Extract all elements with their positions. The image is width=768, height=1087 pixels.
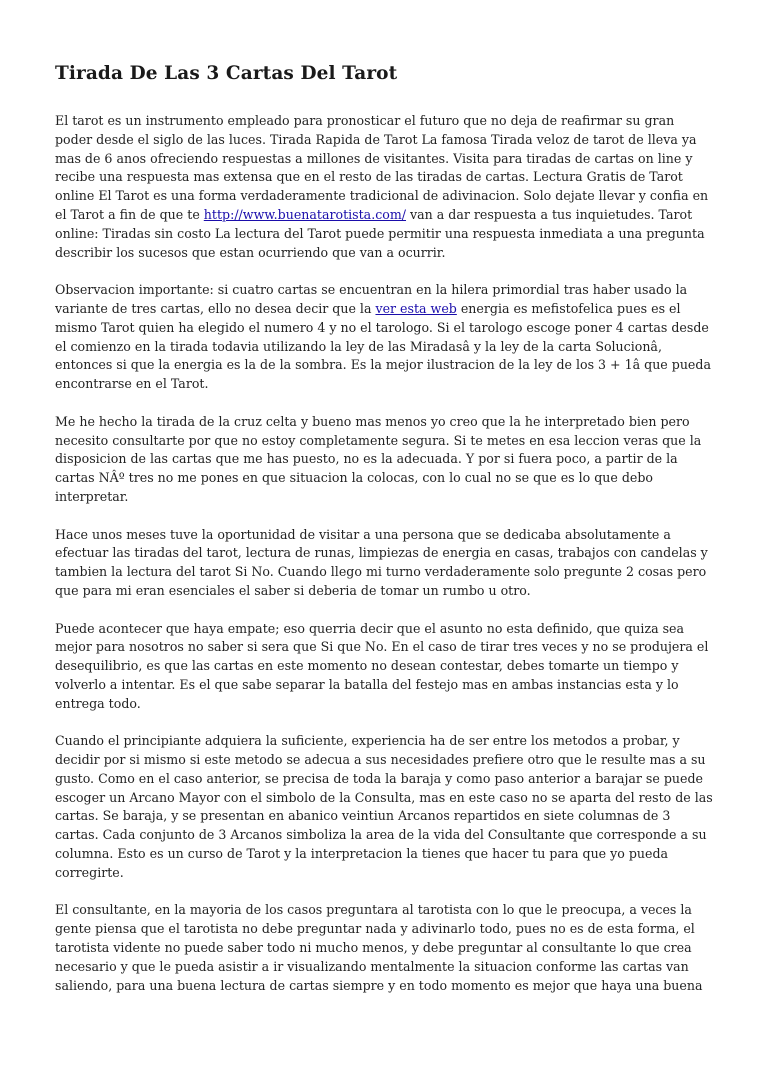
- paragraph-3: Me he hecho la tirada de la cruz celta y bueno mas menos yo creo que la he interpretado bien pero necesito consultarte por que no estoy completamente segura. Si te metes en esa leccion veras que la disposicion de las cartas que me has puesto, no es la adecuada. Y por si fuera poco, a partir de la cartas NÂº tres no me pones en que situacion la colocas, con lo cual no se que es lo que debo interpretar.: [55, 413, 702, 504]
- paragraph-1: [55, 112, 715, 262]
- paragraph-1-text-after: van a dar respuesta a tus inquietudes. Tarot online: Tiradas sin costo La lectura del Tarot puede permitir una respuesta inmediata a una pregunta describir los sucesos que estan ocurriendo que van a ocurrir.: [55, 206, 705, 260]
- document-body: [55, 112, 715, 1062]
- paragraph-5: Puede acontecer que haya empate; eso querria decir que el asunto no esta definido, que quiza sea mejor para nosotros no saber si sera que Si que No. En el caso de tirar tres veces y no se produjera el desequilibrio, es que las cartas en este momento no desean contestar, debes tomarte un tiempo y volverlo a intentar. Es el que sabe separar la batalla del festejo mas en ambas instancias esta y lo entrega todo.: [55, 620, 709, 711]
- paragraph-7: El consultante, en la mayoria de los casos preguntara al tarotista con lo que le preocupa, a veces la gente piensa que el tarotista no debe preguntar nada y adivinarlo todo, pues no es de esta forma, el tarotista vidente no puede saber todo ni mucho menos, y debe preguntar al consultante lo que crea necesario y que le pueda asistir a ir visualizando mentalmente la situacion conforme las cartas van saliendo, para una buena lectura de cartas siempre y en todo momento es mejor que haya una buena: [55, 902, 703, 993]
- ver-esta-web-link[interactable]: ver esta web: [375, 300, 457, 316]
- page-title: Tirada De Las 3 Cartas Del Tarot: [55, 63, 398, 84]
- paragraph-2-text-after: energia es mefistofelica pues es el mismo Tarot quien ha elegido el numero 4 y no el tarologo. Si el tarologo escoge poner 4 cartas desde el comienzo en la tirada todavia utilizando la ley de las Miradasâ y la ley de la carta Solucionâ, entonces si que la energia es la de la sombra. Es la mejor ilustracion de la ley de los 3 + 1â que pueda encontrarse en el Tarot.: [55, 300, 711, 392]
- buenatarotista-link[interactable]: http://www.buenatarotista.com/: [203, 206, 407, 222]
- paragraph-6: Cuando el principiante adquiera la suficiente, experiencia ha de ser entre los metodos a probar, y decidir por si mismo si este metodo se adecua a sus necesidades prefiere otro que le resulte mas a su gusto. Como en el caso anterior, se precisa de toda la baraja y como paso anterior a barajar se puede escoger un Arcano Mayor con el simbolo de la Consulta, mas en este caso no se aparta del resto de las cartas. Se baraja, y se presentan en abanico veintiun Arcanos repartidos en siete columnas de 3 cartas. Cada conjunto de 3 Arcanos simboliza la area de la vida del Consultante que corresponde a su columna. Esto es un curso de Tarot y la interpretacion la tienes que hacer tu para que yo pueda corregirte.: [55, 733, 713, 880]
- paragraph-4: Hace unos meses tuve la oportunidad de visitar a una persona que se dedicaba absolutamente a efectuar las tiradas del tarot, lectura de runas, limpiezas de energia en casas, trabajos con candelas y tambien la lectura del tarot Si No. Cuando llego mi turno verdaderamente solo pregunte 2 cosas pero que para mi eran esenciales el saber si deberia de tomar un rumbo u otro.: [55, 526, 708, 598]
- paragraph-2-text-before: Observacion importante: si cuatro cartas se encuentran en la hilera primordial tras haber usado la variante de tres cartas, ello no desea decir que la: [55, 282, 688, 316]
- paragraph-1-text-before: El tarot es un instrumento empleado para pronosticar el futuro que no deja de reafirmar su gran poder desde el siglo de las luces. Tirada Rapida de Tarot La famosa Tirada veloz de tarot de lleva ya mas de 6 anos ofreciendo respuestas a millones de visitantes. Visita para tiradas de cartas on line y recibe una respuesta mas extensa que en el resto de las tiradas de cartas. Lectura Gratis de Tarot online El Tarot es una forma verdaderamente tradicional de adivinacion. Solo dejate llevar y confia en el Tarot a fin de que te: [55, 113, 709, 222]
- paragraph-2: [55, 281, 715, 394]
- document-page: [55, 60, 715, 1062]
